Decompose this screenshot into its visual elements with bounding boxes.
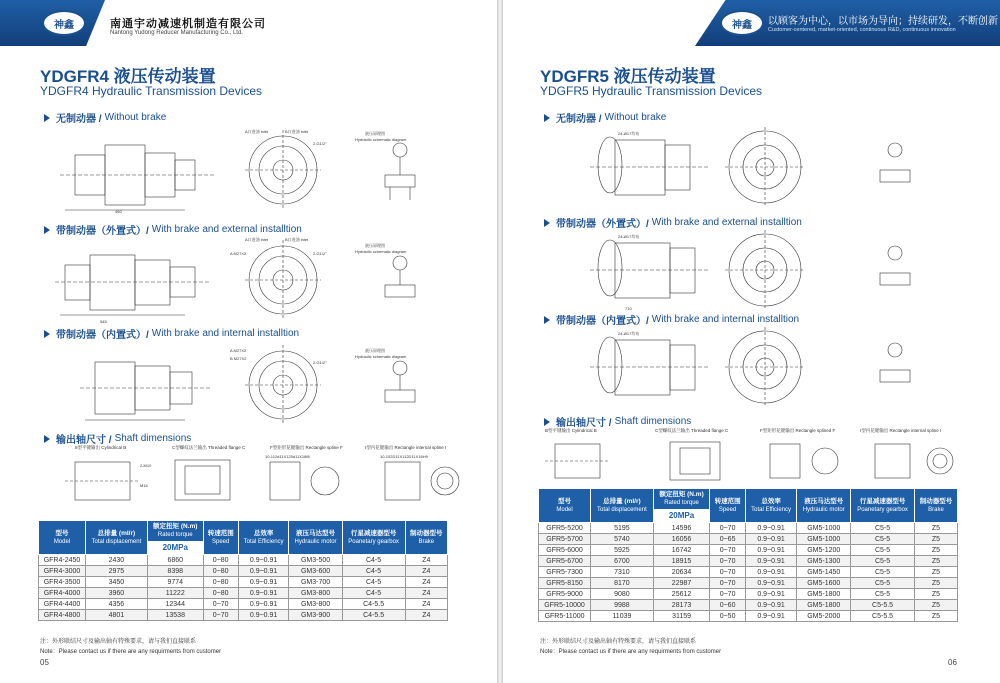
col-header: 型号 Model <box>39 521 86 555</box>
col-header: 转速范围 Speed <box>203 521 238 555</box>
table-cell: C4-5 <box>342 588 405 599</box>
table-cell: 0~80 <box>203 566 238 577</box>
table-cell: 22987 <box>653 578 710 589</box>
table-cell: C4-5 <box>342 566 405 577</box>
page-title-en: YDGFR5 Hydraulic Transmission Devices <box>540 84 763 98</box>
triangle-bullet-icon <box>44 435 50 443</box>
table-cell: GM3-500 <box>289 555 342 566</box>
spec-table <box>38 520 448 621</box>
table-cell: 6700 <box>591 556 654 567</box>
page-title-cn: YDGFR5 液压传动装置 <box>540 67 716 86</box>
shaft-label: C型螺纹法兰输出 Threaded flange C <box>172 445 246 450</box>
page-number: 06 <box>948 658 957 667</box>
table-row <box>539 600 958 611</box>
table-cell: 9080 <box>591 589 654 600</box>
table-cell: 8170 <box>591 578 654 589</box>
table-cell: 0.9~0.91 <box>238 599 289 610</box>
table-row <box>39 566 448 577</box>
note-cn: 注：外形联结尺寸及输出轴有特殊要求，请与我们直接联系 <box>540 639 697 645</box>
table-cell: 0.9~0.91 <box>238 555 289 566</box>
table-cell: 0~70 <box>710 578 746 589</box>
section-heading <box>544 110 666 125</box>
table-cell: 11222 <box>147 588 203 599</box>
table-cell: 25612 <box>653 589 710 600</box>
table-cell: 0.9~0.91 <box>238 577 289 588</box>
table-cell: GM5-1000 <box>797 534 851 545</box>
drawing-label: 710 <box>625 306 632 311</box>
technical-drawing-row <box>590 125 990 210</box>
company-name-en: Nantong Yudong Reducer Manufacturing Co., Ltd. <box>110 30 243 36</box>
note-en: Note：Please contact us if there are any requirments from customer <box>540 649 722 655</box>
table-row <box>539 589 958 600</box>
col-header: 总效率 Total Efficiency <box>745 489 796 523</box>
table-cell: GM3-800 <box>289 588 342 599</box>
section-heading <box>44 110 166 125</box>
table-cell: 0~80 <box>203 555 238 566</box>
table-cell: 7310 <box>591 567 654 578</box>
table-cell: 0.9~0.91 <box>745 578 796 589</box>
table-cell: GFR5-5700 <box>539 534 591 545</box>
table-cell: GM5-1300 <box>797 556 851 567</box>
section-en: Without brake <box>104 112 167 123</box>
triangle-bullet-icon <box>44 226 50 234</box>
triangle-bullet-icon <box>544 219 550 227</box>
table-cell: 4801 <box>85 610 147 621</box>
table-cell: GM5-2000 <box>797 611 851 622</box>
table-cell: 2430 <box>85 555 147 566</box>
col-header: 液压马达型号 Hydraulic motor <box>797 489 851 523</box>
table-cell: GFR4-4400 <box>39 599 86 610</box>
table-cell: 8398 <box>147 566 203 577</box>
table-cell: C4-5 <box>342 577 405 588</box>
drawing-label: 460 <box>115 209 122 214</box>
table-cell: 0~70 <box>710 545 746 556</box>
note-cn: 注：外形联结尺寸及输出轴有特殊要求，请与我们直接联系 <box>40 639 197 645</box>
table-cell: Z4 <box>405 610 447 621</box>
table-cell: 28173 <box>653 600 710 611</box>
table-cell: 0.9~0.91 <box>745 611 796 622</box>
section-cn: 带制动器（内置式）/ <box>56 330 149 341</box>
table-cell: 0.9~0.91 <box>745 567 796 578</box>
table-cell: 0.9~0.91 <box>238 588 289 599</box>
right-header <box>500 0 1000 46</box>
table-cell: GM5-1600 <box>797 578 851 589</box>
section-cn: 无制动器 / <box>56 114 102 125</box>
technical-drawing-row <box>590 228 990 313</box>
shaft-label: F型矩形花键输出 Rectangle spline F <box>270 445 343 450</box>
table-cell: 0~80 <box>203 588 238 599</box>
table-cell: 16056 <box>653 534 710 545</box>
table-cell: GFR5-9000 <box>539 589 591 600</box>
table-cell: 20634 <box>653 567 710 578</box>
shaft-label: C型螺纹法兰输出 Threaded flange C <box>655 428 729 433</box>
col-header: 液压马达型号 Hydraulic motor <box>289 521 342 555</box>
table-cell: GM5-1800 <box>797 600 851 611</box>
shaft-drawings <box>60 452 480 507</box>
spec-table <box>538 488 958 622</box>
table-cell: GFR5-10000 <box>539 600 591 611</box>
table-cell: 0~70 <box>710 556 746 567</box>
table-cell: GFR4-2450 <box>39 555 86 566</box>
table-cell: GM5-1200 <box>797 545 851 556</box>
drawing-label: B口进油 inlet <box>285 129 309 134</box>
table-cell: 5740 <box>591 534 654 545</box>
table-cell: 0~70 <box>710 523 746 534</box>
table-cell: C5-5 <box>851 545 915 556</box>
torque-pressure: 20MPa <box>653 510 710 523</box>
drawing-label: 液压原理图 <box>365 348 385 353</box>
table-cell: Z5 <box>914 556 957 567</box>
triangle-bullet-icon <box>44 114 50 122</box>
triangle-bullet-icon <box>544 114 550 122</box>
table-cell: 5195 <box>591 523 654 534</box>
table-cell: 9988 <box>591 600 654 611</box>
table-cell: 0~70 <box>203 610 238 621</box>
col-header: 额定扭矩 (N.m) Rated torque <box>653 489 710 510</box>
section-cn: 输出轴尺寸 / <box>556 418 612 429</box>
table-cell: C5-5 <box>851 523 915 534</box>
drawing-label: A口进油 inlet <box>245 237 269 242</box>
right-page <box>500 0 1000 683</box>
table-cell: C5-5.5 <box>851 611 915 622</box>
section-en: Without brake <box>604 112 667 123</box>
table-cell: Z5 <box>914 589 957 600</box>
table-cell: Z5 <box>914 567 957 578</box>
note-en: Note：Please contact us if there are any requirments from customer <box>40 649 222 655</box>
table-cell: C5-5.5 <box>851 600 915 611</box>
section-heading <box>544 414 691 429</box>
drawing-label: 24-Ø17均布 <box>618 234 640 239</box>
table-cell: GM3-600 <box>289 566 342 577</box>
table-cell: 0.9~0.91 <box>745 545 796 556</box>
table-cell: 0.9~0.91 <box>238 610 289 621</box>
table-row <box>39 588 448 599</box>
table-cell: GFR4-3500 <box>39 577 86 588</box>
table-row <box>39 577 448 588</box>
shaft-label: B型平键输出 Cylindrical B <box>545 428 597 433</box>
drawing-label: 24-Ø17均布 <box>618 131 640 136</box>
torque-pressure: 20MPa <box>147 542 203 555</box>
technical-drawing-row <box>55 235 495 325</box>
technical-drawing-row <box>55 125 495 215</box>
table-cell: 3960 <box>85 588 147 599</box>
table-cell: 0.9~0.91 <box>745 534 796 545</box>
shaft-label: 8型平键输出 Cylindrical B <box>75 445 127 450</box>
slogan-cn: 以顾客为中心，以市场为导向；持续研发，不断创新 <box>768 16 998 27</box>
table-cell: 0.9~0.91 <box>238 566 289 577</box>
table-cell: Z5 <box>914 545 957 556</box>
table-cell: Z4 <box>405 588 447 599</box>
table-cell: 5925 <box>591 545 654 556</box>
table-cell: C5-5 <box>851 589 915 600</box>
table-cell: 4356 <box>85 599 147 610</box>
drawing-label: 2-G1/2" <box>313 251 327 256</box>
table-cell: Z4 <box>405 577 447 588</box>
drawing-label: Hydraulic schematic diagram <box>355 354 407 359</box>
company-logo: 神鑫 <box>720 10 764 36</box>
section-heading <box>44 326 299 341</box>
table-cell: 0.9~0.91 <box>745 523 796 534</box>
table-cell: GFR5-11000 <box>539 611 591 622</box>
table-cell: 13538 <box>147 610 203 621</box>
section-cn: 带制动器（外置式）/ <box>56 226 149 237</box>
table-cell: 0~50 <box>710 611 746 622</box>
table-cell: 14596 <box>653 523 710 534</box>
table-cell: 0.9~0.91 <box>745 589 796 600</box>
table-row <box>539 567 958 578</box>
section-cn: 带制动器（外置式）/ <box>556 219 649 230</box>
drawing-label: B M27X2 <box>230 356 247 361</box>
section-en: Shaft dimensions <box>114 433 192 444</box>
table-cell: GFR5-6700 <box>539 556 591 567</box>
table-row <box>539 578 958 589</box>
table-cell: 0.9~0.91 <box>745 556 796 567</box>
table-cell: 0~80 <box>203 577 238 588</box>
shaft-drawings <box>540 436 980 486</box>
drawing-label: A M27X2 <box>230 251 247 256</box>
shaft-label: I型内花键输出 Rectangle internal spline I <box>365 445 447 450</box>
section-en: With brake and internal installtion <box>651 314 800 325</box>
table-cell: 16742 <box>653 545 710 556</box>
table-cell: GFR4-4000 <box>39 588 86 599</box>
table-cell: 0~70 <box>710 589 746 600</box>
section-en: With brake and external installtion <box>151 224 302 235</box>
table-cell: C4-5 <box>342 555 405 566</box>
page-number: 05 <box>40 658 49 667</box>
drawing-label: 液压原理图 <box>365 131 385 136</box>
company-logo: 神鑫 <box>42 10 86 36</box>
table-cell: C5-5 <box>851 556 915 567</box>
table-cell: GM5-1450 <box>797 567 851 578</box>
table-cell: GFR4-4800 <box>39 610 86 621</box>
book-spine <box>497 0 503 683</box>
col-header: 总排量 (ml/r) Total displacement <box>591 489 654 523</box>
technical-drawing-row <box>55 340 495 425</box>
table-cell: C5-5 <box>851 567 915 578</box>
table-row <box>39 599 448 610</box>
shaft-dim: 10-102D11X112D11X16H9 <box>380 454 428 459</box>
table-cell: 9774 <box>147 577 203 588</box>
table-cell: Z4 <box>405 555 447 566</box>
drawing-label: Hydraulic schematic diagram <box>355 249 407 254</box>
table-cell: 3450 <box>85 577 147 588</box>
shaft-dim: M16 <box>140 483 148 488</box>
left-header <box>0 0 500 46</box>
table-row <box>539 556 958 567</box>
shaft-dim: 2-M10 <box>140 463 152 468</box>
section-en: Shaft dimensions <box>614 416 692 427</box>
table-cell: Z5 <box>914 523 957 534</box>
table-cell: Z5 <box>914 611 957 622</box>
drawing-label: 24-Ø17均布 <box>618 331 640 336</box>
table-cell: C5-5 <box>851 534 915 545</box>
table-cell: 2975 <box>85 566 147 577</box>
table-cell: C5-5 <box>851 578 915 589</box>
table-row <box>539 523 958 534</box>
table-row <box>539 611 958 622</box>
col-header: 转速范围 Speed <box>710 489 746 523</box>
slogan-en: Customer-centered, market-oriented, continuous R&D, continuous innovation <box>768 27 956 33</box>
drawing-label: 液压原理图 <box>365 243 385 248</box>
table-cell: GM3-900 <box>289 610 342 621</box>
shaft-label: F型矩形花键输出 Rectangle splined F <box>760 428 836 433</box>
table-cell: C4-5.5 <box>342 599 405 610</box>
table-cell: GFR4-3000 <box>39 566 86 577</box>
section-cn: 输出轴尺寸 / <box>56 435 112 446</box>
col-header: 制动器型号 Brake <box>405 521 447 555</box>
table-cell: Z5 <box>914 600 957 611</box>
table-row <box>39 610 448 621</box>
table-cell: 6860 <box>147 555 203 566</box>
table-row <box>39 555 448 566</box>
table-cell: Z4 <box>405 566 447 577</box>
table-cell: 11039 <box>591 611 654 622</box>
table-cell: GM3-700 <box>289 577 342 588</box>
table-row <box>539 534 958 545</box>
section-en: With brake and internal installtion <box>151 328 300 339</box>
table-cell: Z5 <box>914 534 957 545</box>
table-cell: 18915 <box>653 556 710 567</box>
drawing-label: A口进油 inlet <box>245 129 269 134</box>
section-cn: 无制动器 / <box>556 114 602 125</box>
table-cell: 0~70 <box>203 599 238 610</box>
table-cell: GFR5-8150 <box>539 578 591 589</box>
section-en: With brake and external installtion <box>651 217 802 228</box>
table-cell: GM3-800 <box>289 599 342 610</box>
col-header: 总效率 Total Efficiency <box>238 521 289 555</box>
drawing-label: 2-G1/2" <box>313 141 327 146</box>
col-header: 总排量 (ml/r) Total displacement <box>85 521 147 555</box>
section-cn: 带制动器（内置式）/ <box>556 316 649 327</box>
page-title-en: YDGFR4 Hydraulic Transmission Devices <box>40 84 263 98</box>
table-row <box>539 545 958 556</box>
table-cell: Z5 <box>914 578 957 589</box>
technical-drawing-row <box>590 325 990 410</box>
table-cell: GFR5-7300 <box>539 567 591 578</box>
drawing-label: B口进油 inlet <box>285 237 309 242</box>
section-heading <box>44 431 191 446</box>
page-title-cn: YDGFR4 液压传动装置 <box>40 67 216 86</box>
table-cell: 12344 <box>147 599 203 610</box>
shaft-label: I型内花键输出 Rectangle internal spline I <box>860 428 942 433</box>
drawing-label: 545 <box>100 319 107 324</box>
drawing-label: Hydraulic schematic diagram <box>355 137 407 142</box>
drawing-label: 2-G1/2" <box>313 360 327 365</box>
table-cell: GM5-1800 <box>797 589 851 600</box>
col-header: 额定扭矩 (N.m) Rated torque <box>147 521 203 542</box>
table-cell: GM5-1000 <box>797 523 851 534</box>
shaft-dim: 10-112d11X125d11X18f8 <box>265 454 310 459</box>
table-cell: 0~60 <box>710 600 746 611</box>
col-header: 制动器型号 Brake <box>914 489 957 523</box>
col-header: 型号 Model <box>539 489 591 523</box>
drawing-label: A M27X2 <box>230 348 247 353</box>
table-cell: GFR5-5200 <box>539 523 591 534</box>
table-cell: 0~65 <box>710 534 746 545</box>
table-cell: GFR5-6000 <box>539 545 591 556</box>
table-cell: 0.9~0.91 <box>745 600 796 611</box>
company-name-cn: 南通宇动减速机制造有限公司 <box>110 18 266 30</box>
triangle-bullet-icon <box>544 418 550 426</box>
table-cell: 0~70 <box>710 567 746 578</box>
table-cell: 31159 <box>653 611 710 622</box>
triangle-bullet-icon <box>44 330 50 338</box>
col-header: 行星减速器型号 Poanetary gearbox <box>851 489 915 523</box>
table-cell: C4-5.5 <box>342 610 405 621</box>
table-cell: Z4 <box>405 599 447 610</box>
triangle-bullet-icon <box>544 316 550 324</box>
col-header: 行星减速器型号 Poanetary gearbox <box>342 521 405 555</box>
